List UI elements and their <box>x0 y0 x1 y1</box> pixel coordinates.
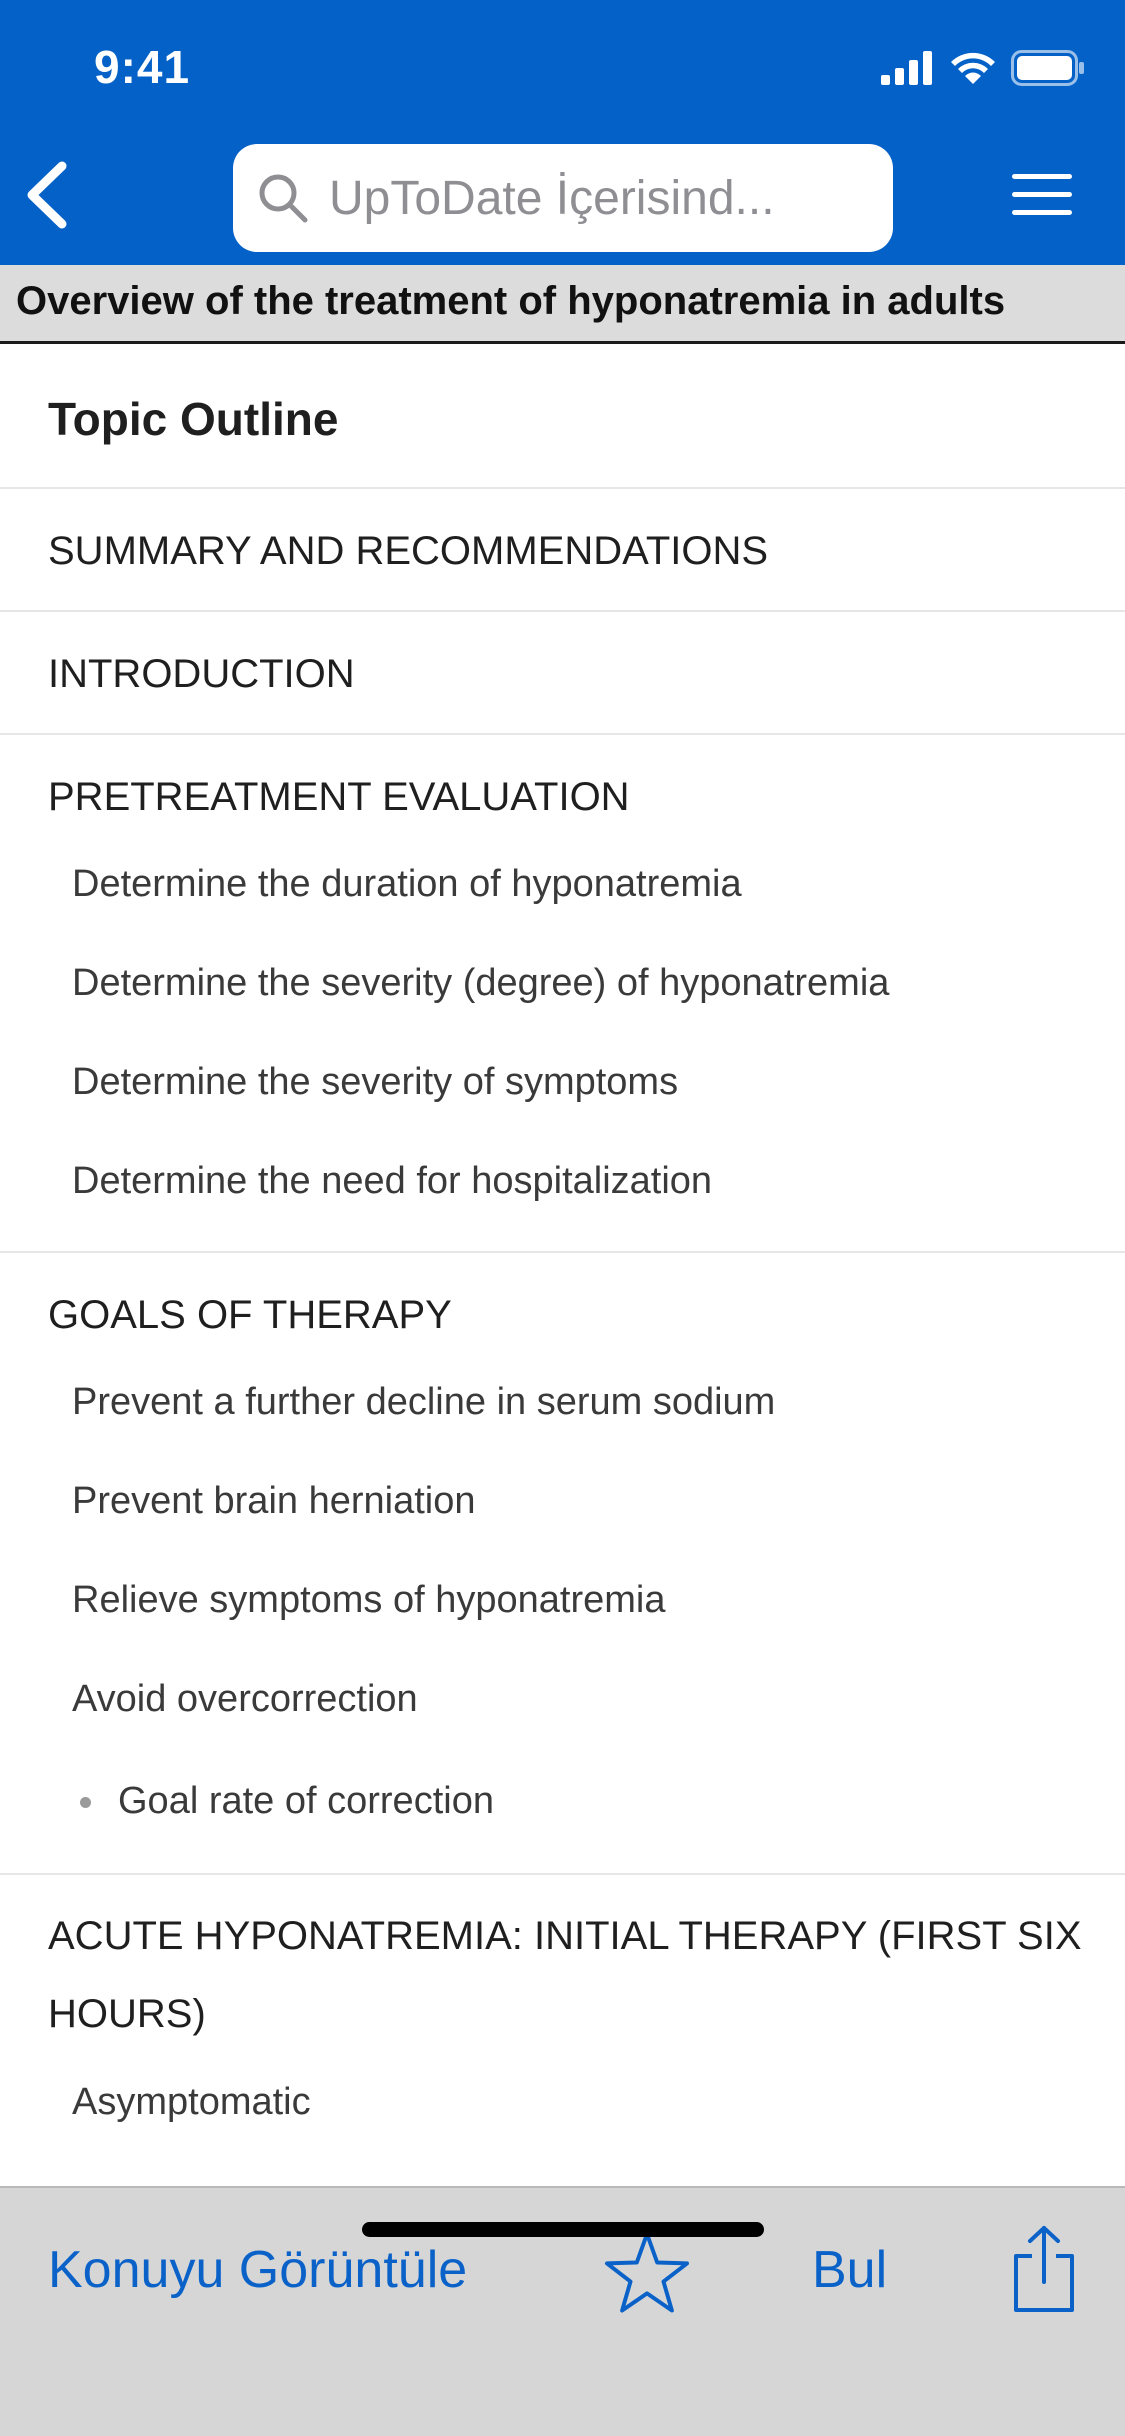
search-input[interactable] <box>327 170 891 227</box>
outline-section <box>0 612 1125 735</box>
battery-icon <box>1011 50 1085 86</box>
outline-sub-item[interactable]: Determine the duration of hyponatremia <box>72 863 742 905</box>
outline-sub-list <box>0 2053 1125 2162</box>
outline-heading: Topic Outline <box>0 344 1125 489</box>
outline-section-link[interactable]: PRETREATMENT EVALUATION <box>48 775 630 819</box>
outline-section <box>0 735 1125 1253</box>
outline-sub-list <box>0 835 1125 1241</box>
share-icon[interactable] <box>1008 2224 1080 2314</box>
bullet-icon <box>80 1797 91 1808</box>
search-icon <box>257 172 309 224</box>
status-icons <box>881 46 1085 90</box>
signal-icon <box>881 51 935 85</box>
topic-outline <box>0 344 1125 2186</box>
outline-section-link[interactable]: ACUTE HYPONATREMIA: INITIAL THERAPY (FIRST SIX HOURS) <box>48 1914 1082 2036</box>
app-header <box>0 0 1125 265</box>
menu-icon-line <box>1012 174 1072 179</box>
outline-section <box>0 489 1125 612</box>
back-button[interactable] <box>18 160 88 230</box>
outline-sub-item[interactable]: Prevent a further decline in serum sodium <box>72 1381 776 1423</box>
outline-sub-item[interactable]: Determine the need for hospitalization <box>72 1160 713 1202</box>
topic-title-bar <box>0 265 1125 344</box>
status-time: 9:41 <box>94 41 191 93</box>
outline-sub-list <box>0 1353 1125 1863</box>
menu-icon-line <box>1012 210 1072 215</box>
wifi-icon <box>949 50 997 86</box>
outline-sub-item[interactable]: Prevent brain herniation <box>72 1480 476 1522</box>
outline-sub-item[interactable]: Determine the severity (degree) of hyponatremia <box>72 962 890 1004</box>
outline-section-link[interactable]: GOALS OF THERAPY <box>48 1293 452 1337</box>
outline-sub-item[interactable]: Determine the severity of symptoms <box>72 1061 679 1103</box>
outline-sub-sub-item-label: Goal rate of correction <box>118 1780 494 1822</box>
outline-sub-item[interactable]: Asymptomatic <box>72 2081 311 2123</box>
home-indicator <box>362 2222 764 2237</box>
find-button[interactable]: Bul <box>812 2241 888 2299</box>
star-icon[interactable] <box>604 2230 690 2316</box>
search-bar[interactable] <box>233 144 893 252</box>
outline-section <box>0 1875 1125 2162</box>
bottom-toolbar <box>0 2186 1125 2436</box>
outline-section-link[interactable]: INTRODUCTION <box>48 652 355 696</box>
outline-section-link[interactable]: SUMMARY AND RECOMMENDATIONS <box>48 529 769 573</box>
topic-title: Overview of the treatment of hyponatremia in adults <box>16 279 1006 323</box>
menu-icon-line <box>1012 192 1072 197</box>
outline-section <box>0 1253 1125 1875</box>
outline-sub-item[interactable]: Relieve symptoms of hyponatremia <box>72 1579 666 1621</box>
view-topic-button[interactable]: Konuyu Görüntüle <box>48 2241 468 2299</box>
menu-button[interactable] <box>1012 174 1072 220</box>
outline-sub-sub-item[interactable] <box>0 1749 1125 1853</box>
outline-sub-item[interactable]: Avoid overcorrection <box>72 1678 418 1720</box>
